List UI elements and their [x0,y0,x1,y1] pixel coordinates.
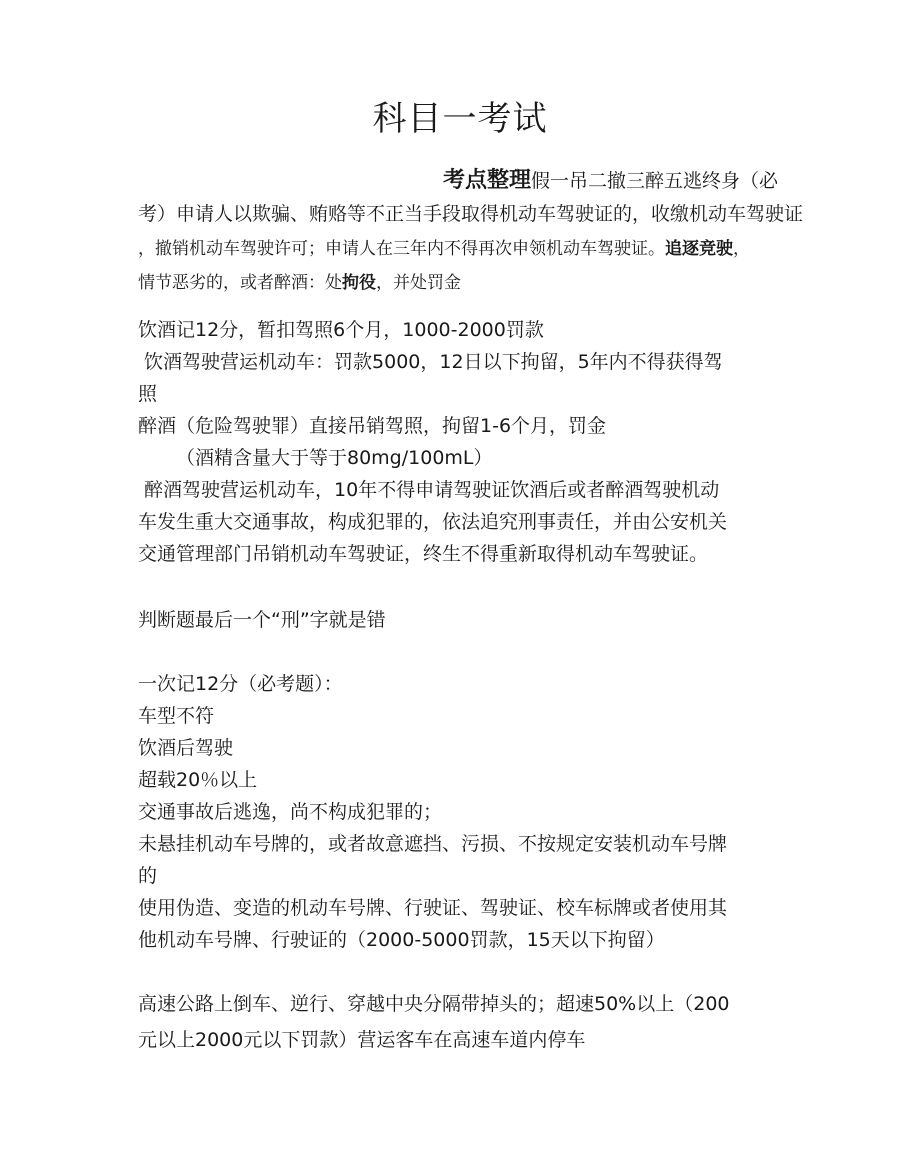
drinking-line-7: 车发生重大交通事故，构成犯罪的，依法追究刑事责任，并由公安机关 [138,511,728,533]
judgement-note-section [138,604,788,636]
drinking-section [138,314,788,570]
twelve-points-item-1: 车型不符 [138,705,215,727]
key-points-section [138,163,804,300]
twelve-points-heading: 一次记12分（必考题）： [138,673,343,695]
detention-term: 拘役 [342,273,376,293]
drinking-line-4: 醉酒（危险驾驶罪）直接吊销驾照，拘留1-6个月，罚金 [138,415,607,437]
drinking-line-2: 饮酒驾驶营运机动车：罚款5000，12日以下拘留，5年内不得获得驾 [138,351,723,373]
judgement-note: 判断题最后一个“刑”字就是错 [138,609,386,631]
drinking-line-6: 醉酒驾驶营运机动车，10年不得申请驾驶证饮酒后或者醉酒驾驶机动 [138,479,720,501]
twelve-points-item-4: 交通事故后逃逸，尚不构成犯罪的； [138,801,443,823]
highway-line-1: 高速公路上倒车、逆行、穿越中央分隔带掉头的；超速50%以上（200 [138,993,730,1015]
key-points-line-3-text: ，撤销机动车驾驶许可；申请人在三年内不得再次申领机动车驾驶证。 [138,239,665,259]
key-points-first-line [138,163,788,199]
key-points-line-3-end: ， [733,239,750,259]
drinking-line-1: 饮酒记12分，暂扣驾照6个月，1000-2000罚款 [138,319,544,341]
racing-term: 追逐竞驶 [665,239,733,259]
key-points-line-4-a: 情节恶劣的，或者醉酒：处 [138,273,342,293]
key-points-line-4-b: ，并处罚金 [376,273,461,293]
key-points-line-4 [138,266,788,300]
twelve-points-item-6-cont: 他机动车号牌、行驶证的（2000-5000罚款，15天以下拘留） [138,929,665,951]
highway-section [138,986,788,1058]
drinking-line-8: 交通管理部门吊销机动车驾驶证，终生不得重新取得机动车驾驶证。 [138,543,709,565]
twelve-points-item-2: 饮酒后驾驶 [138,737,234,759]
key-points-intro: 假一吊二撤三醉五逃终身（必 [530,170,778,192]
twelve-points-item-6: 使用伪造、变造的机动车号牌、行驶证、驾驶证、校车标牌或者使用其 [138,897,728,919]
highway-line-2: 元以上2000元以下罚款）营运客车在高速车道内停车 [138,1029,586,1051]
twelve-points-item-5: 未悬挂机动车号牌的，或者故意遮挡、污损、不按规定安装机动车号牌 [138,833,728,855]
drinking-line-3: 照 [138,383,158,405]
key-points-heading: 考点整理 [442,168,531,193]
key-points-line-3 [138,232,788,266]
key-points-line-2-text: 考）申请人以欺骗、贿赂等不正当手段取得机动车驾驶证的，收缴机动车驾驶证 [138,203,804,225]
twelve-points-section [138,668,788,956]
twelve-points-item-5-cont: 的 [138,865,158,887]
page-title: 科目一考试 [372,99,548,139]
drinking-line-5: （酒精含量大于等于80mg/100mL） [176,447,493,469]
twelve-points-item-3: 超载20％以上 [138,769,258,791]
key-points-line-2 [138,197,804,232]
